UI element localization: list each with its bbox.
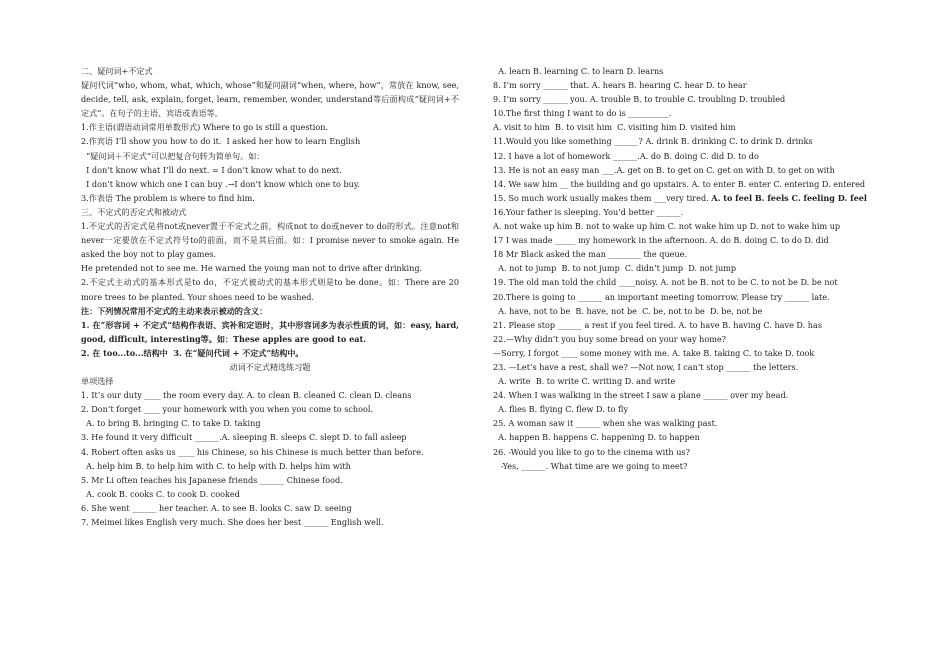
- left-column-line: A. cook B. cooks C. to cook D. cooked: [81, 488, 240, 499]
- right-column-line: 18 Mr Black asked the man ________ the queue.: [493, 249, 688, 260]
- left-column-line: 7. Meimei likes English very much. She does her best ______ English well.: [81, 517, 384, 527]
- right-column-line: A. learn B. learning C. to learn D. learns: [493, 66, 664, 76]
- left-column-line: 4. Robert often asks us ____ his Chinese, so his Chinese is much better than before.: [81, 446, 424, 457]
- left-column-line: 1. 在“形容词 + 不定式”结构作表语、宾补和定语时，其中形容词多为表示性质的词，如：easy, hard, good, difficult, interesting等。如：These apples are good to eat.: [81, 319, 459, 344]
- right-column-line: 19. The old man told the child ____noisy. A. not be B. not to be C. to not be D. be not: [493, 277, 838, 288]
- right-column-line: 14. We saw him __ the building and go upstairs. A. to enter B. enter C. entering D. entered: [493, 178, 866, 189]
- right-column-line: 26. -Would you like to go to the cinema with us?: [493, 446, 690, 457]
- right-column-line: A. write B. to write C. writing D. and write: [493, 376, 676, 387]
- left-column-line: 动词不定式精选练习题: [229, 361, 311, 372]
- right-column-line: 17 I was made _____ my homework in the afternoon. A. do B. doing C. to do D. did: [493, 235, 829, 246]
- left-column: [81, 64, 459, 529]
- right-column-line: 13. He is not an easy man ___.A. get on B. to get on C. get on with D. to get on with: [493, 164, 835, 175]
- left-column-line: 疑问代词“who, whom, what, which, whose”和疑问副词“when, where, how”，常放在 know, see, decide, tell, ask, explain, forget, learn, remember, wonder, understand等后面构成“疑问词+不定式”。在句子的主语、宾语或表语等。: [81, 80, 459, 119]
- left-column-line: 3.作表语 The problem is where to find him.: [81, 192, 255, 203]
- right-column-line: -Yes, ______. What time are we going to meet?: [493, 460, 688, 471]
- left-column-line: 2.不定式主动式的基本形式是to do，不定式被动式的基本形式则是to be done。如：There are 20 more trees to be planted. Your shoes need to be washed.: [81, 277, 459, 302]
- right-column-line: 25. A woman saw it ______ when she was walking past.: [493, 418, 718, 429]
- right-column-line: 23. —Let’s have a rest, shall we? —Not now, I can’t stop ______ the letters.: [493, 361, 799, 372]
- right-column-line: 16.Your father is sleeping. You’d better ______.: [493, 206, 684, 217]
- right-column-line: A. not to jump B. to not jump C. didn’t jump D. not jump: [493, 263, 737, 274]
- left-column-line: 6. She went ______ her teacher. A. to see B. looks C. saw D. seeing: [81, 502, 352, 513]
- left-column-line: 1. It’s our duty ____ the room every day. A. to clean B. cleaned C. clean D. cleans: [81, 390, 412, 401]
- right-column-line: 9. I’m sorry ______ you. A. trouble B. to trouble C. troubling D. troubled: [493, 94, 786, 105]
- right-column-line: 20.There is going to ______ an important meeting tomorrow. Please try ______ late.: [493, 291, 830, 302]
- left-column-line: I don’t know which one I can buy .→I don’t know which one to buy.: [81, 178, 360, 189]
- left-column-line: I don’t know what I’ll do next. = I don’t know what to do next.: [81, 164, 342, 175]
- left-column-line: 注：下列情况常用不定式的主动来表示被动的含义：: [81, 305, 268, 316]
- left-column-line: 三、不定式的否定式和被动式: [81, 206, 187, 217]
- right-column: [493, 64, 871, 473]
- right-column-line: A. have, not to be B. have, not be C. be, not to be D. be, not be: [493, 305, 763, 316]
- right-column-line: A. visit to him B. to visit him C. visiting him D. visited him: [493, 122, 736, 133]
- left-column-line: “疑问词＋不定式”可以把复合句转为简单句。如：: [81, 150, 265, 161]
- left-column-line: He pretended not to see me. He warned the young man not to drive after drinking.: [81, 263, 423, 274]
- left-column-line: 二、疑问词+不定式: [81, 66, 153, 76]
- left-column-line: 1.作主语(谓语动词常用单数形式) Where to go is still a question.: [81, 122, 329, 133]
- left-column-line: 5. Mr Li often teaches his Japanese friends ______ Chinese food.: [81, 474, 343, 485]
- left-column-line: A. help him B. to help him with C. to help with D. helps him with: [81, 460, 351, 471]
- left-column-line: 2. Don’t forget ____ your homework with you when you come to school.: [81, 404, 374, 415]
- right-column-line: A. happen B. happens C. happening D. to happen: [493, 432, 700, 443]
- right-column-line: 8. I’m sorry ______ that. A. hears B. hearing C. hear D. to hear: [493, 80, 747, 91]
- right-column-line: —Sorry, I forgot ____ some money with me. A. take B. taking C. to take D. took: [493, 347, 815, 358]
- right-column-line: 11.Would you like something ______? A. drink B. drinking C. to drink D. drinks: [493, 136, 813, 147]
- left-column-line: 单项选择: [81, 376, 114, 387]
- left-column-line: 2. 在 too...to...结构中 3. 在“疑问代词 + 不定式”结构中。: [81, 347, 304, 358]
- right-column-line: A. flies B. flying C. flew D. to fly: [493, 404, 629, 415]
- right-column-line: 22.—Why didn’t you buy some bread on your way home?: [493, 333, 727, 344]
- right-column-line: 24. When I was walking in the street I saw a plane ______ over my head.: [493, 390, 789, 401]
- left-column-line: 3. He found it very difficult ______.A. sleeping B. sleeps C. slept D. to fall asleep: [81, 432, 407, 443]
- right-column-line: 21. Please stop ______ a rest if you feel tired. A. to have B. having C. have D. has: [493, 319, 822, 330]
- left-column-line: A. to bring B. bringing C. to take D. taking: [81, 418, 261, 429]
- right-column-line: A. not wake up him B. not to wake up him C. not wake him up D. not to wake him up: [493, 221, 841, 232]
- right-column-line: 15. So much work usually makes them ___very tired. A. to feel B. feels C. feeling D. feel: [493, 192, 867, 203]
- left-column-line: 1.不定式的否定式是将not或never置于不定式之前，构成not to do或never to do的形式。注意not和never一定要放在不定式符号to的前面，而不是其后面。如：I promise never to smoke again. He asked the boy not to play games.: [81, 221, 459, 260]
- right-column-line: 12. I have a lot of homework ______.A. do B. doing C. did D. to do: [493, 150, 759, 161]
- right-column-line: 10.The first thing I want to do is __________.: [493, 108, 672, 119]
- left-column-line: 2.作宾语 I’ll show you how to do it. I asked her how to learn English: [81, 136, 361, 147]
